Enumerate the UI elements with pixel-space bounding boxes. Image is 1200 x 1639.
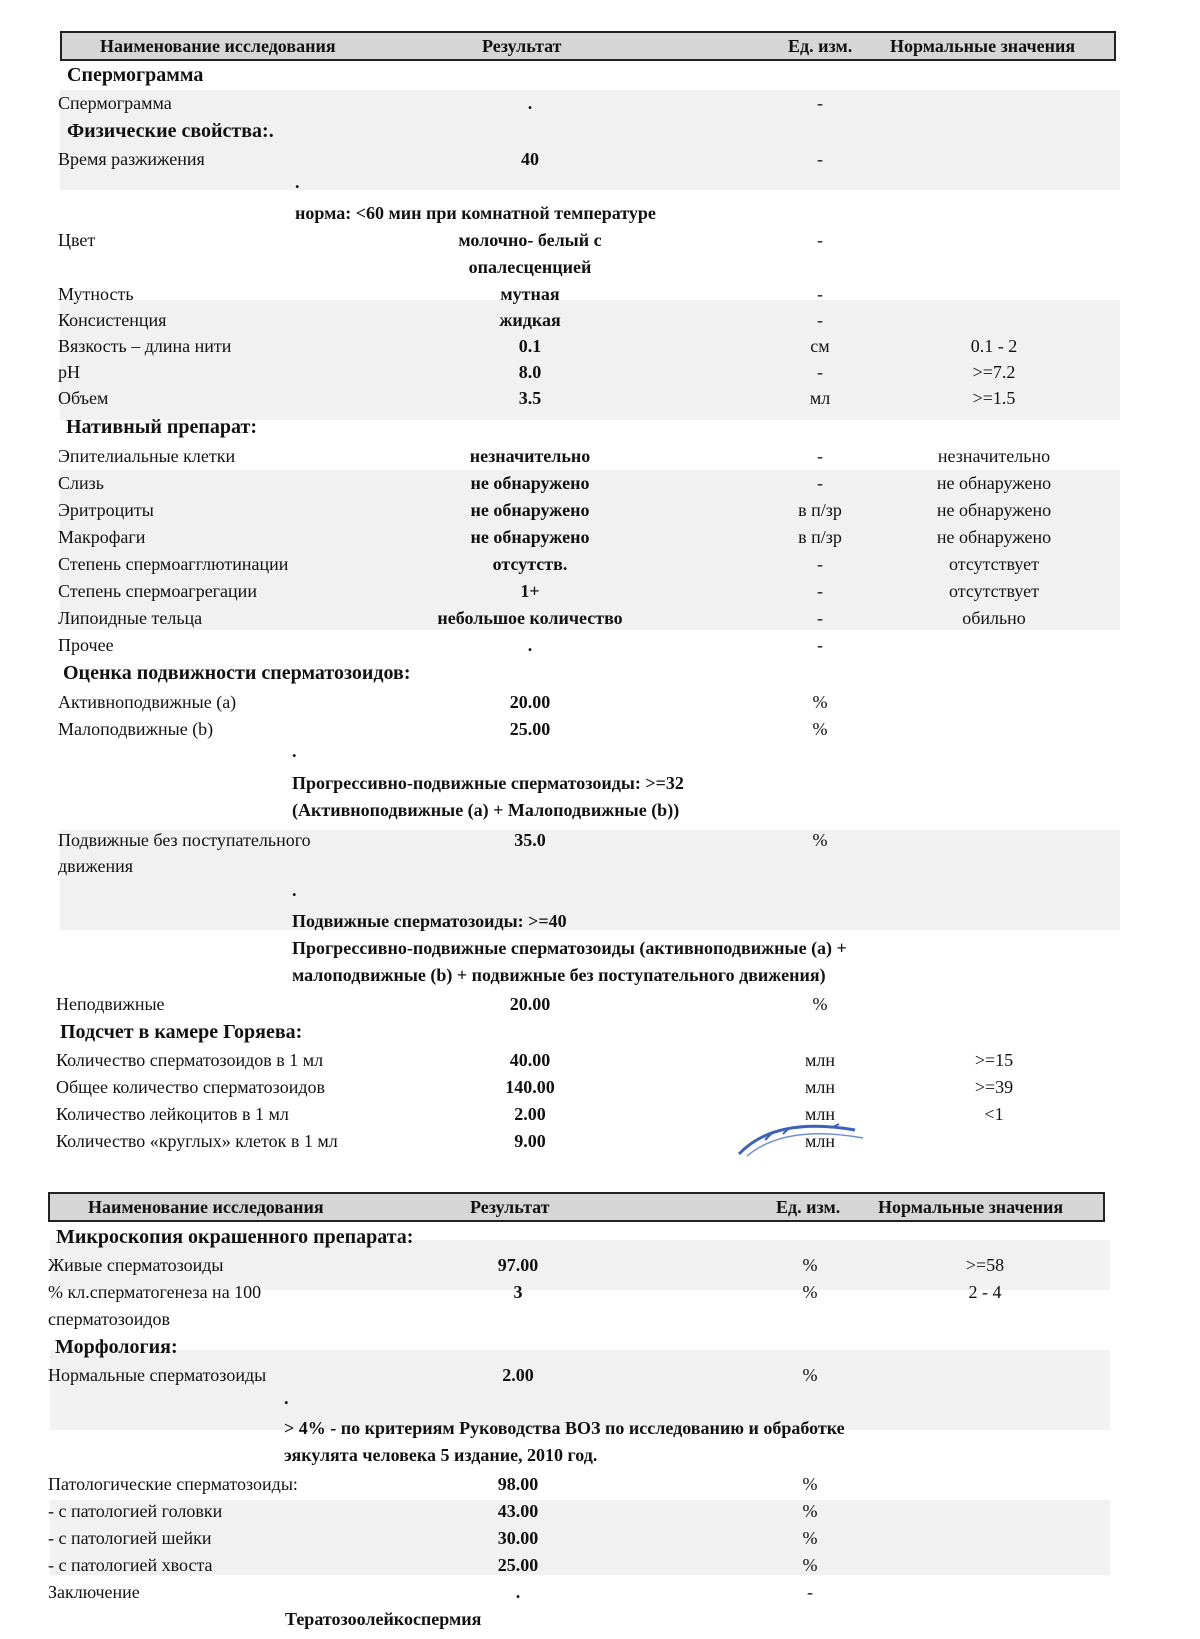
row-result: 25.00	[497, 1555, 539, 1575]
row-name: Мутность	[58, 284, 134, 304]
row-name: Количество лейкоцитов в 1 мл	[56, 1104, 289, 1124]
note-text: норма: <60 мин при комнатной температуре	[295, 203, 656, 223]
row-name: Количество «круглых» клеток в 1 мл	[56, 1131, 338, 1151]
row-result: жидкая	[499, 310, 561, 330]
section-title: Микроскопия окрашенного препарата:	[56, 1226, 414, 1248]
header-name: Наименование исследования	[100, 36, 336, 56]
row-unit: -	[817, 149, 823, 169]
note-text: > 4% - по критериям Руководства ВОЗ по исследованию и обработке	[284, 1418, 845, 1438]
row-unit: %	[802, 1282, 818, 1302]
table-row	[0, 1309, 1200, 1336]
row-name: Слизь	[58, 473, 104, 493]
note-dot: .	[284, 1388, 289, 1408]
row-result: не обнаружено	[470, 527, 590, 547]
row-name: Липоидные тельца	[58, 608, 203, 628]
row-result: 30.00	[497, 1528, 539, 1548]
row-result: незначительно	[469, 446, 591, 466]
row-name: pH	[58, 362, 80, 382]
table-row	[0, 1365, 1200, 1392]
row-result: 20.00	[509, 994, 551, 1014]
table-row	[0, 527, 1200, 554]
row-norm: >=58	[965, 1255, 1005, 1275]
row-name: Время разжижения	[58, 149, 205, 169]
row-unit: млн	[804, 1131, 835, 1151]
row-norm: незначительно	[937, 446, 1051, 466]
section-title: Оценка подвижности сперматозоидов:	[63, 662, 411, 684]
row-norm: >=15	[974, 1050, 1014, 1070]
row-result: 40	[521, 149, 539, 169]
diagnosis-text: Тератозоолейкоспермия	[285, 1609, 482, 1629]
row-norm: не обнаружено	[936, 500, 1052, 520]
header-name: Наименование исследования	[88, 1197, 324, 1217]
row-name: Объем	[58, 388, 109, 408]
row-result: отсутств.	[492, 554, 568, 574]
table-row	[0, 554, 1200, 581]
header-result: Результат	[482, 36, 562, 56]
row-result: .	[527, 635, 533, 655]
row-norm: отсутствует	[948, 581, 1040, 601]
row-unit: в п/зр	[798, 527, 842, 547]
table-row	[0, 500, 1200, 527]
header-unit: Ед. изм.	[788, 36, 853, 56]
row-name: % кл.сперматогенеза на 100	[48, 1282, 262, 1302]
row-unit: -	[817, 446, 823, 466]
row-unit: %	[812, 994, 828, 1014]
table-row	[0, 149, 1200, 176]
note-text: Прогрессивно-подвижные сперматозоиды (активноподвижные (а) +	[292, 938, 847, 958]
row-result: 9.00	[514, 1131, 546, 1151]
row-name: Степень спермоагрегации	[58, 581, 257, 601]
row-name: Цвет	[58, 230, 96, 250]
row-unit: %	[812, 719, 828, 739]
table-row	[0, 1555, 1200, 1582]
row-name: Неподвижные	[56, 994, 165, 1014]
note-text: (Активноподвижные (а) + Малоподвижные (b))	[292, 800, 680, 820]
row-name: Консистенция	[58, 310, 167, 330]
table-row	[0, 473, 1200, 500]
row-unit: в п/зр	[798, 500, 842, 520]
row-name: Живые сперматозоиды	[48, 1255, 224, 1275]
row-name: Эритроциты	[58, 500, 154, 520]
row-norm: <1	[984, 1104, 1004, 1124]
row-result: 2.00	[502, 1365, 534, 1385]
section-title: Подсчет в камере Горяева:	[60, 1021, 303, 1043]
row-name: - с патологией головки	[48, 1501, 223, 1521]
note-dot: .	[292, 741, 297, 761]
table-row	[0, 856, 1200, 883]
section-title: Физические свойства:.	[67, 120, 274, 142]
row-name: Подвижные без поступательного	[58, 830, 311, 850]
row-unit: -	[817, 362, 823, 382]
row-name: Вязкость – длина нити	[58, 336, 232, 356]
row-result: .	[515, 1582, 521, 1602]
row-unit: -	[817, 554, 823, 574]
table-row	[0, 581, 1200, 608]
row-result: 140.00	[505, 1077, 555, 1097]
section-title: Морфология:	[55, 1336, 178, 1358]
row-norm: >=7.2	[972, 362, 1016, 382]
row-unit: %	[802, 1528, 818, 1548]
row-result: 40.00	[509, 1050, 551, 1070]
note-text: Подвижные сперматозоиды: >=40	[292, 911, 567, 931]
row-result: не обнаружено	[470, 473, 590, 493]
row-result: 0.1	[518, 336, 542, 356]
note-dot: .	[295, 172, 300, 192]
table-row	[0, 257, 1200, 284]
row-norm: 0.1 - 2	[970, 336, 1018, 356]
table-row	[0, 635, 1200, 662]
table-row	[0, 1528, 1200, 1555]
row-result: 3	[513, 1282, 523, 1302]
table-row	[0, 284, 1200, 311]
table-row	[0, 230, 1200, 257]
section-title: Нативный препарат:	[66, 416, 257, 438]
table-row	[0, 1104, 1200, 1131]
row-norm: >=39	[974, 1077, 1014, 1097]
row-unit: %	[802, 1255, 818, 1275]
row-unit: -	[817, 473, 823, 493]
row-unit: -	[817, 608, 823, 628]
note-text: малоподвижные (b) + подвижные без поступательного движения)	[292, 965, 826, 985]
row-norm: обильно	[962, 608, 1026, 628]
row-norm: 2 - 4	[968, 1282, 1002, 1302]
row-result: 35.0	[514, 830, 546, 850]
row-unit: %	[802, 1501, 818, 1521]
row-name: Патологические сперматозоиды:	[48, 1474, 298, 1494]
row-name: Степень спермоагглютинации	[58, 554, 289, 574]
note-text: Прогрессивно-подвижные сперматозоиды: >=32	[292, 773, 684, 793]
table-row	[0, 1282, 1200, 1309]
row-result: небольшое количество	[437, 608, 623, 628]
table-row	[0, 692, 1200, 719]
row-name: - с патологией хвоста	[48, 1555, 213, 1575]
row-result: 20.00	[509, 692, 551, 712]
table-row	[0, 1077, 1200, 1104]
row-unit: %	[802, 1365, 818, 1385]
row-unit: млн	[804, 1077, 835, 1097]
row-result: не обнаружено	[470, 500, 590, 520]
row-unit: %	[802, 1474, 818, 1494]
row-name: Заключение	[48, 1582, 140, 1602]
row-result: 2.00	[514, 1104, 546, 1124]
row-result: молочно- белый с	[458, 230, 602, 250]
table-row	[0, 1582, 1200, 1609]
table-row	[0, 1050, 1200, 1077]
row-norm: >=1.5	[972, 388, 1016, 408]
row-unit: см	[810, 336, 830, 356]
header-unit: Ед. изм.	[776, 1197, 841, 1217]
row-result: 8.0	[518, 362, 542, 382]
row-unit: %	[812, 830, 828, 850]
table-row	[0, 310, 1200, 337]
table-header	[60, 31, 1116, 61]
table-row	[0, 608, 1200, 635]
row-unit: -	[817, 581, 823, 601]
row-result: 97.00	[497, 1255, 539, 1275]
table-row	[0, 1131, 1200, 1158]
row-name: сперматозоидов	[48, 1309, 171, 1329]
row-unit: -	[817, 284, 823, 304]
row-norm: отсутствует	[948, 554, 1040, 574]
row-name: Нормальные сперматозоиды	[48, 1365, 267, 1385]
header-norm: Нормальные значения	[878, 1197, 1064, 1217]
row-result: 3.5	[518, 388, 542, 408]
table-row	[0, 1501, 1200, 1528]
table-row	[0, 830, 1200, 857]
row-name: Прочее	[58, 635, 114, 655]
section-title: Спермограмма	[67, 64, 204, 86]
row-result: опалесценцией	[468, 257, 592, 277]
row-result: мутная	[500, 284, 560, 304]
row-norm: не обнаружено	[936, 527, 1052, 547]
header-result: Результат	[470, 1197, 550, 1217]
row-unit: -	[817, 635, 823, 655]
table-row	[0, 93, 1200, 120]
stamp-image	[735, 1110, 875, 1158]
row-unit: -	[817, 230, 823, 250]
row-result: 1+	[520, 581, 540, 601]
row-unit: мл	[809, 388, 831, 408]
table-header	[48, 1192, 1105, 1222]
row-unit: %	[812, 692, 828, 712]
note-dot: .	[292, 880, 297, 900]
row-name: Малоподвижные (b)	[58, 719, 214, 739]
table-row	[0, 362, 1200, 389]
table-row	[0, 336, 1200, 363]
row-result: .	[527, 93, 533, 113]
row-unit: млн	[804, 1050, 835, 1070]
row-name: Общее количество сперматозоидов	[56, 1077, 325, 1097]
table-row	[0, 1255, 1200, 1282]
row-unit: %	[802, 1555, 818, 1575]
table-row	[0, 388, 1200, 415]
table-row	[0, 719, 1200, 746]
row-name: - с патологией шейки	[48, 1528, 212, 1548]
header-norm: Нормальные значения	[890, 36, 1076, 56]
row-result: 43.00	[497, 1501, 539, 1521]
row-name: движения	[58, 856, 134, 876]
row-name: Спермограмма	[58, 93, 172, 113]
table-row	[0, 1474, 1200, 1501]
note-text: эякулята человека 5 издание, 2010 год.	[284, 1445, 598, 1465]
row-unit: -	[817, 310, 823, 330]
row-result: 25.00	[509, 719, 551, 739]
row-norm: не обнаружено	[936, 473, 1052, 493]
row-name: Эпителиальные клетки	[58, 446, 236, 466]
row-result: 98.00	[497, 1474, 539, 1494]
row-name: Макрофаги	[58, 527, 146, 547]
table-row	[0, 446, 1200, 473]
row-unit: -	[807, 1582, 813, 1602]
row-name: Количество сперматозоидов в 1 мл	[56, 1050, 324, 1070]
row-unit: -	[817, 93, 823, 113]
table-row	[0, 994, 1200, 1021]
row-unit: млн	[804, 1104, 835, 1124]
row-name: Активноподвижные (а)	[58, 692, 237, 712]
